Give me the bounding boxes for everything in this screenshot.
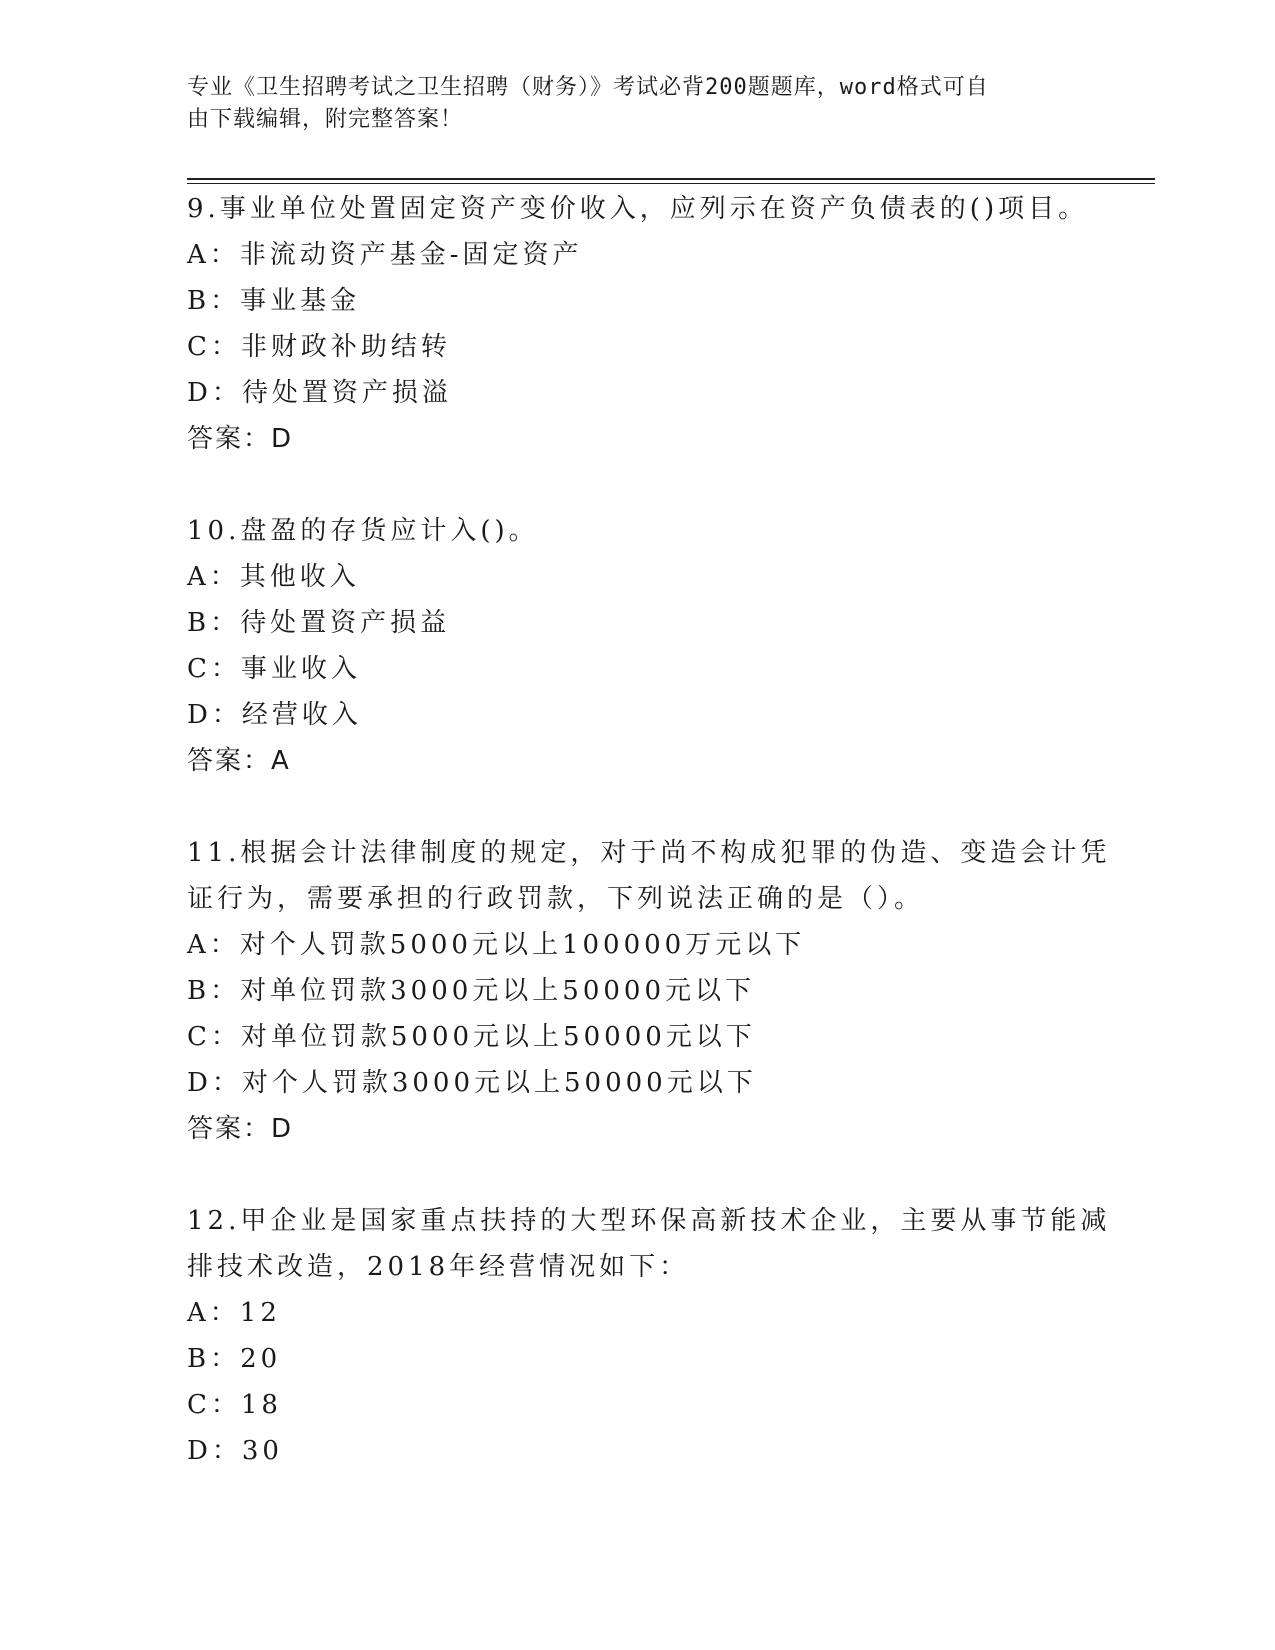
option-a: A：对个人罚款5000元以上100000万元以下: [187, 930, 806, 960]
question-12: [187, 1198, 1111, 1474]
question-stem-line-2: 排技术改造，2018年经营情况如下：: [187, 1252, 690, 1282]
option-c: C：事业收入: [187, 654, 361, 684]
option-b: B：待处置资产损益: [187, 608, 451, 638]
option-c: C：非财政补助结转: [187, 332, 451, 362]
option-d: D：待处置资产损溢: [187, 378, 452, 408]
question-list: [187, 186, 1111, 1520]
question-11: [187, 830, 1111, 1152]
question-stem-line-2: 证行为，需要承担的行政罚款，下列说法正确的是（）。: [187, 884, 925, 914]
question-9: [187, 186, 1087, 462]
option-c: C：对单位罚款5000元以上50000元以下: [187, 1022, 756, 1052]
answer-line: 答案：D: [187, 1114, 294, 1144]
option-a: A：非流动资产基金-固定资产: [187, 240, 583, 270]
option-d: D：对个人罚款3000元以上50000元以下: [187, 1068, 757, 1098]
option-b: B：事业基金: [187, 286, 361, 316]
header-divider-thin: [187, 183, 1155, 184]
option-d: D：30: [187, 1436, 283, 1466]
option-c: C：18: [187, 1390, 282, 1420]
option-a: A：12: [187, 1298, 281, 1328]
question-10: [187, 508, 1087, 784]
header-line-1: 专业《卫生招聘考试之卫生招聘（财务）》考试必背200题题库，word格式可自: [187, 75, 989, 100]
question-stem-line-1: 11.根据会计法律制度的规定，对于尚不构成犯罪的伪造、变造会计凭: [187, 838, 1111, 868]
question-stem: 10.盘盈的存货应计入()。: [187, 516, 539, 546]
option-d: D：经营收入: [187, 700, 362, 730]
option-b: B：对单位罚款3000元以上50000元以下: [187, 976, 755, 1006]
header-divider-thick: [187, 178, 1155, 180]
question-stem-line-1: 12.甲企业是国家重点扶持的大型环保高新技术企业，主要从事节能减: [187, 1206, 1111, 1236]
option-a: A：其他收入: [187, 562, 360, 592]
answer-line: 答案：A: [187, 746, 291, 776]
option-b: B：20: [187, 1344, 282, 1374]
header-line-2: 由下载编辑，附完整答案！: [187, 107, 464, 132]
question-stem: 9.事业单位处置固定资产变价收入，应列示在资产负债表的()项目。: [187, 194, 1089, 224]
answer-line: 答案：D: [187, 424, 294, 454]
document-header: [187, 72, 1087, 136]
